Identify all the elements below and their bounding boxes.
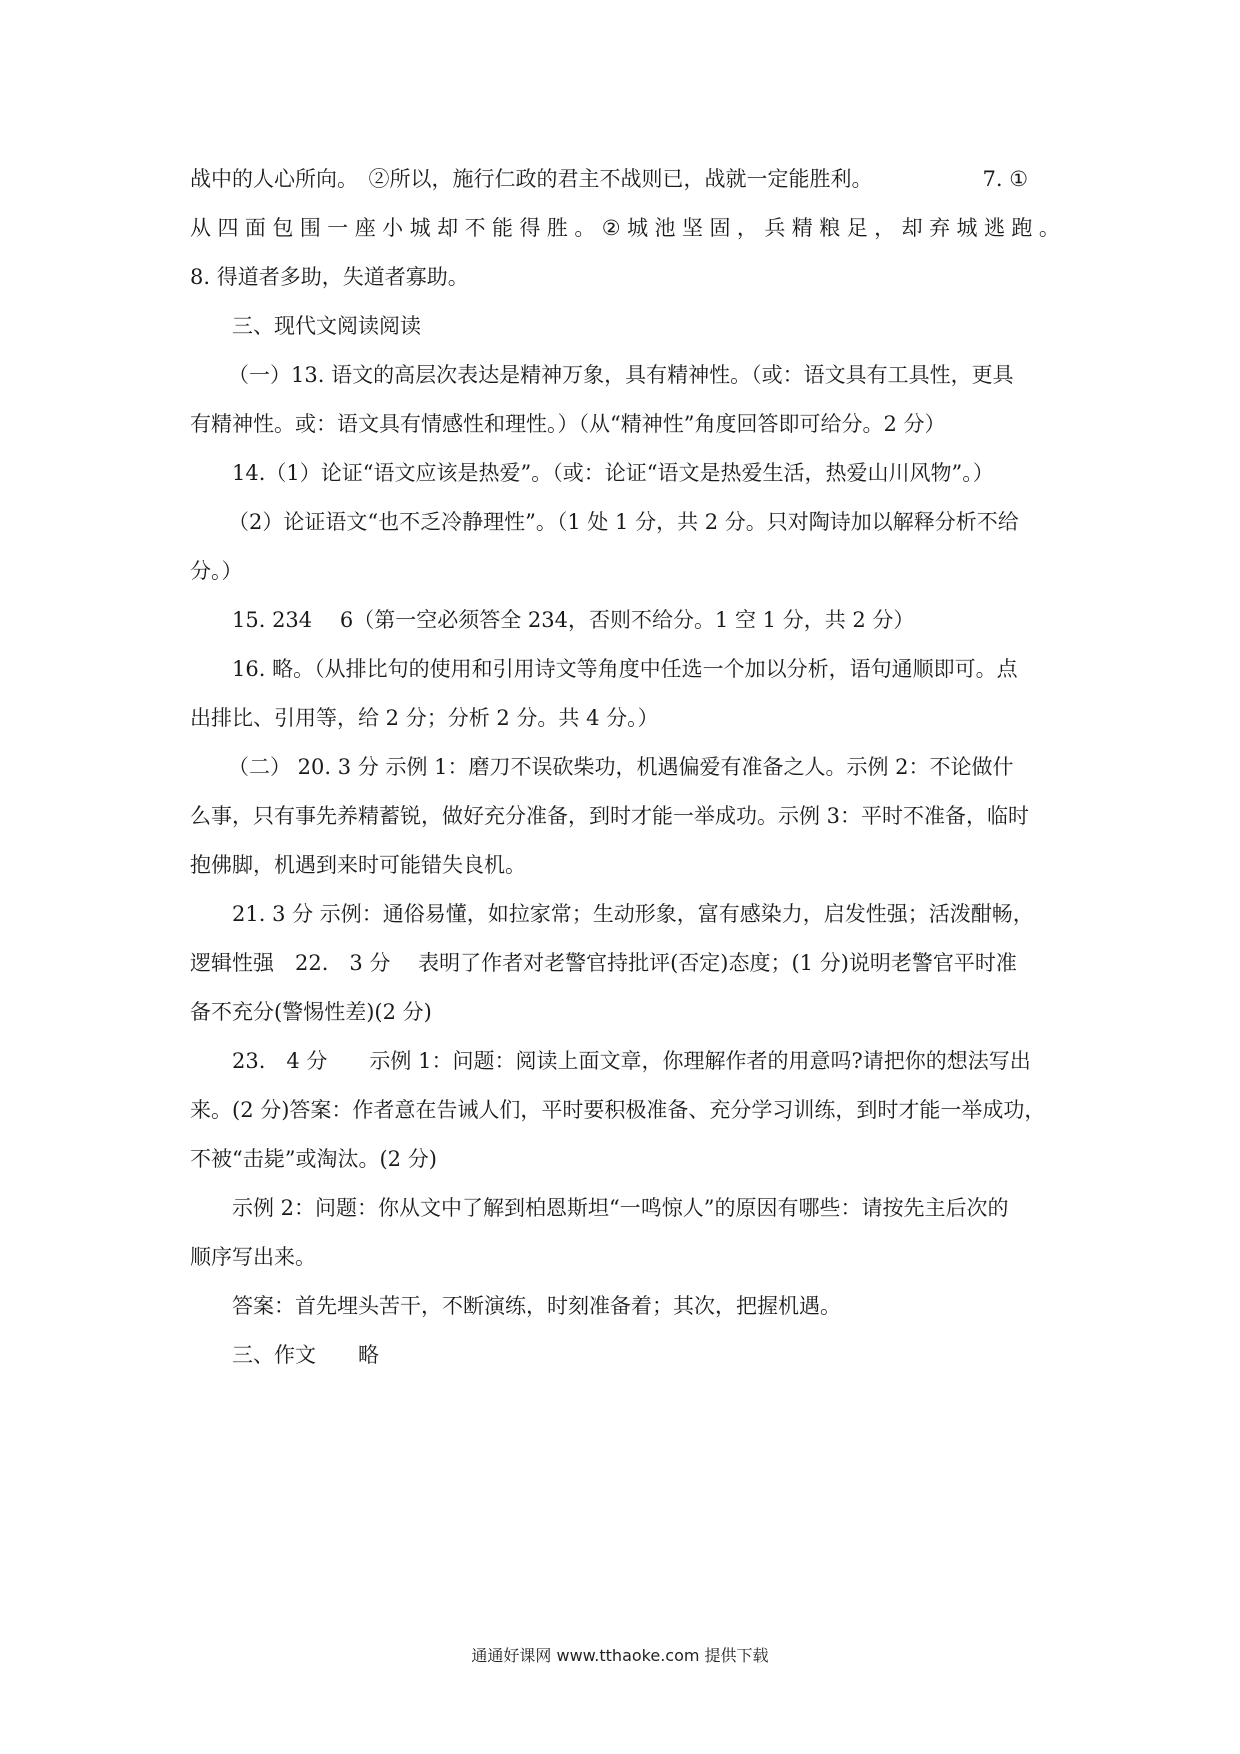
justified-char: 却 bbox=[901, 216, 923, 240]
justified-char: 得 bbox=[519, 216, 541, 240]
justified-char: 能 bbox=[491, 216, 513, 240]
justified-char: ② bbox=[601, 216, 621, 240]
section-heading-composition: 三、作文 略 bbox=[232, 1343, 379, 1367]
text-line-17: 逻辑性强 22. 3 分 表明了作者对老警官持批评(否定)态度；(1 分)说明老警官平时准 bbox=[190, 951, 1017, 975]
text-line-13: （二） 20. 3 分 示例 1：磨刀不误砍柴功，机遇偏爱有准备之人。示例 2：不论做什 bbox=[228, 755, 1014, 779]
justified-char: 池 bbox=[654, 216, 676, 240]
page-footer: 通通好课网 www.tthaoke.com 提供下载 bbox=[471, 1646, 769, 1665]
answer-text-body bbox=[190, 155, 1060, 1380]
text-line-19: 23. 4 分 示例 1：问题：阅读上面文章，你理解作者的用意吗?请把你的想法写出 bbox=[232, 1049, 1031, 1073]
justified-char: 粮 bbox=[819, 216, 841, 240]
justified-char: 座 bbox=[354, 216, 376, 240]
text-line-3: 8. 得道者多助，失道者寡助。 bbox=[190, 265, 469, 289]
text-line-14: 么事，只有事先养精蓄锐，做好充分准备，到时才能一举成功。示例 3：平时不准备，临时 bbox=[190, 804, 1030, 828]
justified-char: 从 bbox=[190, 216, 211, 240]
answer-6-text: 战中的人心所向。 ②所以，施行仁政的君主不战则已，战就一定能胜利。 bbox=[190, 167, 873, 191]
justified-char: 逃 bbox=[983, 216, 1005, 240]
justified-char: 城 bbox=[627, 216, 649, 240]
justified-char: 却 bbox=[437, 216, 459, 240]
answer-7-start: 7. ① bbox=[982, 167, 1029, 191]
justified-char: 小 bbox=[382, 216, 404, 240]
text-line-18: 备不充分(警惕性差)(2 分) bbox=[190, 1000, 432, 1024]
justified-char: 坚 bbox=[681, 216, 703, 240]
text-line-12: 出排比、引用等，给 2 分；分析 2 分。共 4 分。） bbox=[190, 706, 659, 730]
text-line-15: 抱佛脚，机遇到来时可能错失良机。 bbox=[190, 853, 526, 877]
text-line-5: （一）13. 语文的高层次表达是精神万象，具有精神性。（或：语文具有工具性，更具 bbox=[228, 363, 1014, 387]
justified-char: 四 bbox=[217, 216, 239, 240]
justified-char: 不 bbox=[464, 216, 486, 240]
text-line-23: 顺序写出来。 bbox=[190, 1245, 316, 1269]
justified-char: 跑 bbox=[1011, 216, 1033, 240]
section-heading-modern-reading: 三、现代文阅读阅读 bbox=[232, 314, 421, 338]
justified-char: 围 bbox=[299, 216, 321, 240]
text-line-7: 14.（1）论证“语文应该是热爱”。（或：论证“语文是热爱生活，热爱山川风物”。） bbox=[232, 461, 994, 485]
justified-char: 。 bbox=[574, 216, 596, 240]
justified-char: 固 bbox=[709, 216, 731, 240]
justified-char: 城 bbox=[409, 216, 431, 240]
text-line-10: 15. 234 6（第一空必须答全 234，否则不给分。1 空 1 分，共 2 分） bbox=[232, 608, 915, 632]
text-line-11: 16. 略。（从排比句的使用和引用诗文等角度中任选一个加以分析，语句通顺即可。点 bbox=[232, 657, 1018, 681]
text-line-9: 分。） bbox=[190, 559, 243, 583]
text-line-20: 来。(2 分)答案：作者意在告诫人们，平时要积极准备、充分学习训练，到时才能一举成功， bbox=[190, 1098, 1046, 1122]
text-line-24: 答案：首先埋头苦干，不断演练，时刻准备着；其次，把握机遇。 bbox=[232, 1294, 841, 1318]
justified-char: 弃 bbox=[929, 216, 951, 240]
justified-char: 城 bbox=[956, 216, 978, 240]
justified-char: 一 bbox=[327, 216, 349, 240]
justified-char: 兵 bbox=[764, 216, 786, 240]
text-line-8: （2）论证语文“也不乏冷静理性”。（1 处 1 分，共 2 分。只对陶诗加以解释分析不给 bbox=[228, 510, 1019, 534]
text-line-1 bbox=[190, 155, 1060, 204]
text-line-6: 有精神性。或：语文具有情感性和理性。）（从“精神性”角度回答即可给分。2 分） bbox=[190, 412, 946, 436]
justified-char: 足 bbox=[846, 216, 868, 240]
text-line-22: 示例 2：问题：你从文中了解到柏恩斯坦“一鸣惊人”的原因有哪些：请按先主后次的 bbox=[232, 1196, 1009, 1220]
text-line-2 bbox=[190, 204, 1060, 253]
justified-char: 。 bbox=[1038, 216, 1060, 240]
justified-char: 包 bbox=[272, 216, 294, 240]
justified-char: 精 bbox=[791, 216, 813, 240]
text-line-16: 21. 3 分 示例：通俗易懂，如拉家常；生动形象，富有感染力，启发性强；活泼酣畅， bbox=[232, 902, 1034, 926]
text-line-21: 不被“击毙”或淘汰。(2 分) bbox=[190, 1147, 437, 1171]
justified-char: 面 bbox=[244, 216, 266, 240]
justified-char: ， bbox=[874, 216, 896, 240]
justified-char: ， bbox=[736, 216, 758, 240]
justified-char: 胜 bbox=[546, 216, 568, 240]
